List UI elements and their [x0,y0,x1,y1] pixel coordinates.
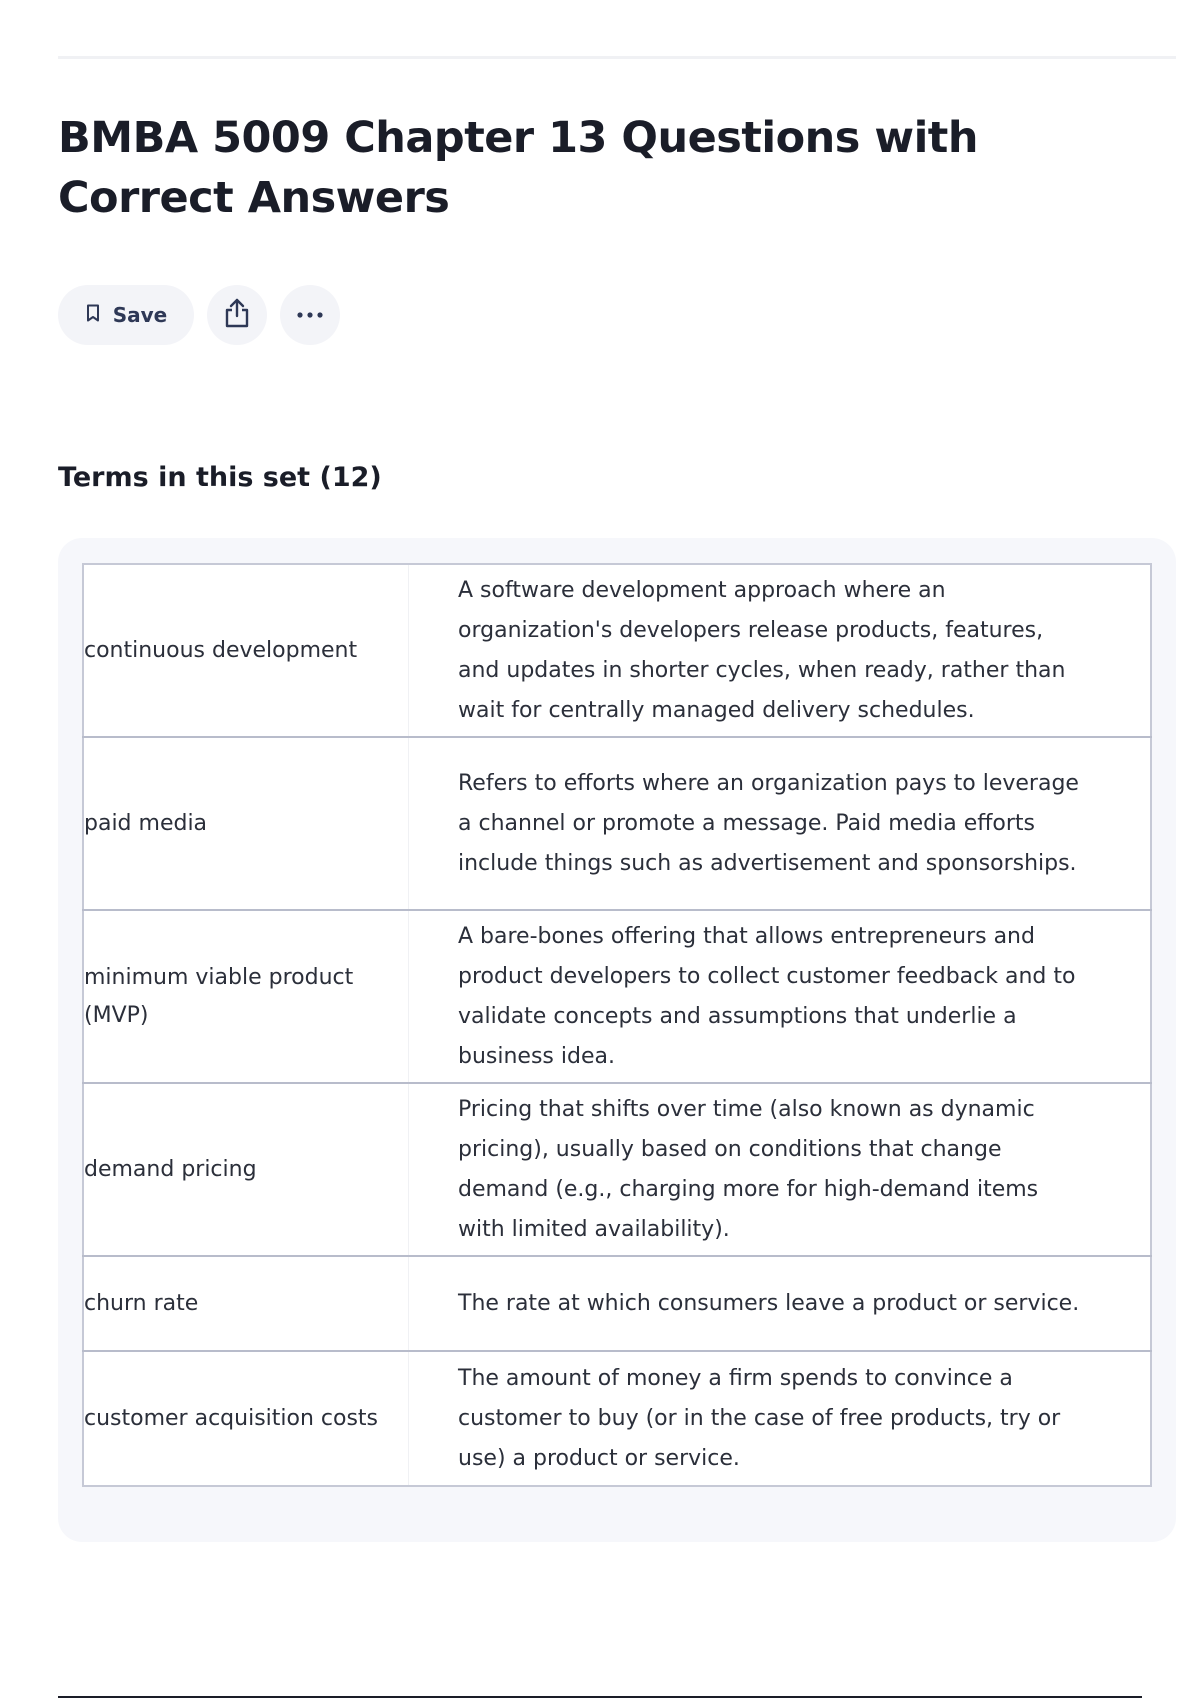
terms-table [82,563,1152,1487]
table-row [83,564,1151,737]
term-cell: customer acquisition costs [83,1351,409,1486]
term-cell: continuous development [83,564,409,737]
save-label: Save [112,303,168,327]
terms-heading: Terms in this set (12) [58,462,382,493]
top-divider [58,56,1176,59]
table-row [83,737,1151,910]
definition-cell: Pricing that shifts over time (also known as dynamic pricing), usually based on conditions that change demand (e.g., charging more for high-demand items with limited availability). [458,1096,1039,1242]
share-icon [222,297,252,334]
bookmark-icon [85,303,101,328]
term-cell: demand pricing [83,1083,409,1256]
table-row [83,1083,1151,1256]
definition-cell: A bare-bones offering that allows entrepreneurs and product developers to collect customer feedback and to validate concepts and assumptions that underlie a business idea. [458,923,1076,1069]
table-row [83,1351,1151,1486]
term-cell: minimum viable product (MVP) [83,910,409,1083]
share-button[interactable] [207,285,267,345]
definition-cell: A software development approach where an organization's developers release products, features, and updates in shorter cycles, when ready, rather than wait for centrally managed delivery schedules. [458,577,1066,723]
term-cell: churn rate [83,1256,409,1351]
term-cell: paid media [83,737,409,910]
more-horizontal-icon [295,306,325,324]
table-row [83,1256,1151,1351]
definition-cell: The rate at which consumers leave a product or service. [458,1290,1080,1316]
action-bar [58,285,340,345]
definition-cell: The amount of money a firm spends to convince a customer to buy (or in the case of free products, try or use) a product or service. [458,1365,1061,1471]
page-title: BMBA 5009 Chapter 13 Questions with Correct Answers [58,113,978,223]
save-button[interactable] [58,285,194,345]
more-options-button[interactable] [280,285,340,345]
bottom-divider [58,1696,1142,1698]
table-row [83,910,1151,1083]
definition-cell: Refers to efforts where an organization pays to leverage a channel or promote a message. Paid media efforts include things such as advertisement and sponsorships. [458,770,1079,876]
